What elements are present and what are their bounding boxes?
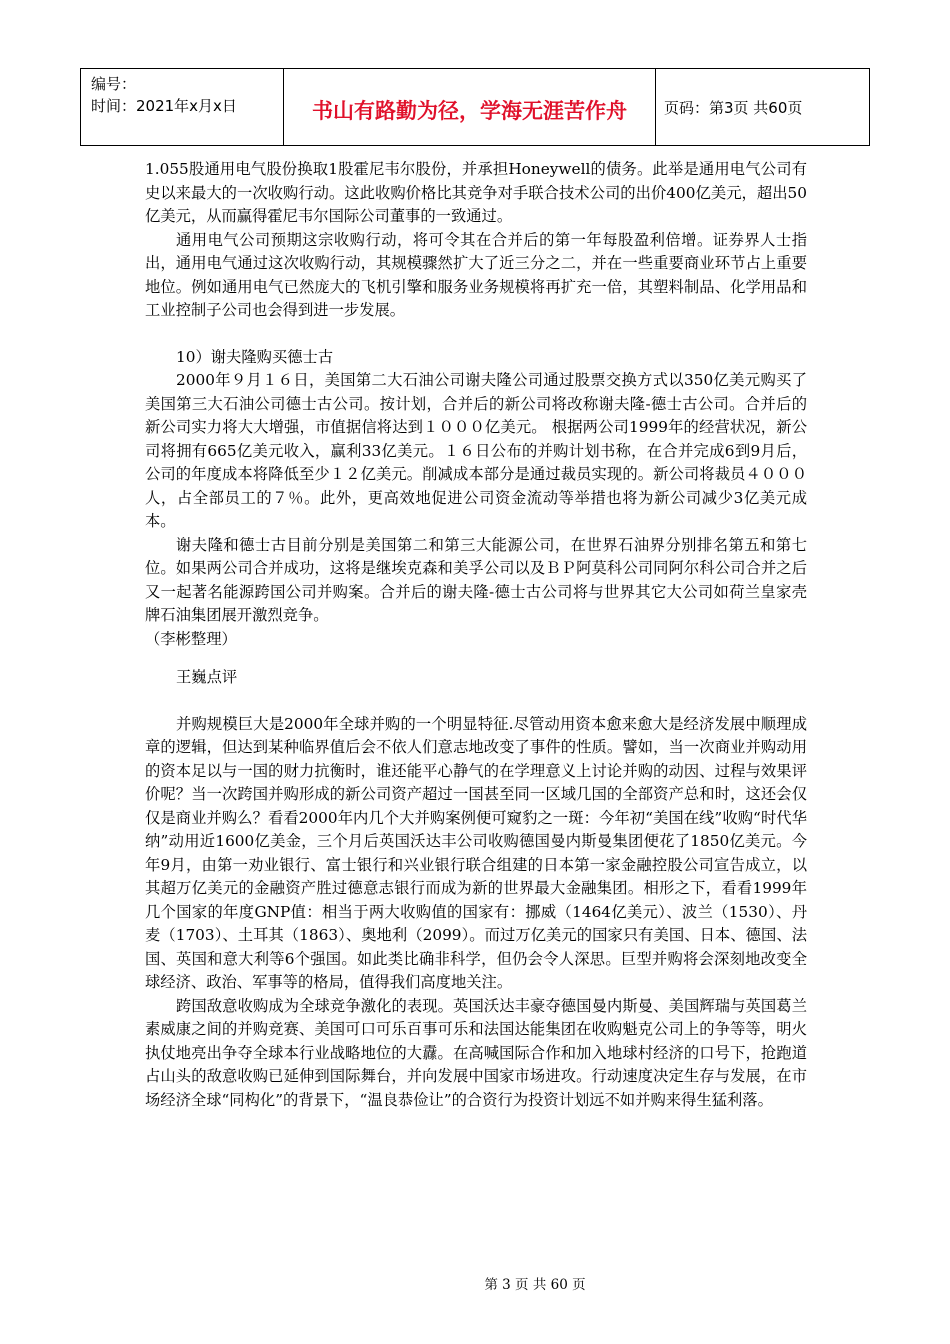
paragraph-6: 跨国敌意收购成为全球竞争激化的表现。英国沃达丰豪夺德国曼内斯曼、美国辉瑞与英国葛兰素威康之间的并购竞赛、美国可口可乐百事可乐和法国达能集团在收购魁克公司上的争等等，明火执仗地亮出争夺全球本行业战略地位的大纛。在高喊国际合作和加入地球村经济的口号下，抢跑道占山头的敌意收购已延伸到国际舞台，并向发展中国家市场进攻。行动速度决定生存与发展，在市场经济全球“同构化”的背景下，“温良恭俭让”的合资行为投资计划远不如并购来得生猛利落。 <box>145 996 807 1109</box>
paragraph-5: 并购规模巨大是2000年全球并购的一个明显特征.尽管动用资本愈来愈大是经济发展中顺理成章的逻辑，但达到某种临界值后会不依人们意志地改变了事件的性质。譬如，当一次商业并购动用的资本足以与一国的财力抗衡时，谁还能平心静气的在学理意义上讨论并购的动因、过程与效果评价呢？当一次跨国并购形成的新公司资产超过一国甚至同一区域几国的全部资产总和时，这还会仅仅是商业并购么？看看2000年内几个大并购案例便可窥豹之一斑：今年初“美国在线”收购“时代华纳”动用近1600亿美金，三个月后英国沃达丰公司收购德国曼内斯曼集团便花了1850亿美元。今年9月，由第一劝业银行、富士银行和兴业银行联合组建的日本第一家金融控股公司宣告成立，以其超万亿美元的金融资产胜过德意志银行而成为新的世界最大金融集团。相形之下，看看1999年几个国家的年度GNP值：相当于两大收购值的国家有：挪威（1464亿美元）、波兰（1530）、丹麦（1703）、土耳其（1863）、奥地利（2099）。而过万亿美元的国家只有美国、日本、德国、法国、英国和意大利等6个强国。如此类比确非科学，但仍会令人深思。巨型并购将会深刻地改变全球经济、政治、军事等的格局，值得我们高度地关注。 <box>145 714 807 991</box>
page-footer: 第 3 页 共 60 页 <box>484 1277 586 1293</box>
spacer <box>145 690 807 713</box>
header-meta <box>81 69 284 145</box>
spacer <box>145 651 807 666</box>
paragraph-3: 2000年９月１６日，美国第二大石油公司谢夫隆公司通过股票交换方式以350亿美元购买了美国第三大石油公司德士古公司。按计划，合并后的新公司将改称谢夫隆-德士古公司。合并后的新公司实力将大大增强，市值据信将达到１０００亿美元。 根据两公司1999年的经营状况，新公司将拥有665亿美元收入，赢利33亿美元。１６日公布的并购计划书称，在合并完成6到9月后，公司的年度成本将降低至少１２亿美元。削减成本部分是通过裁员实现的。新公司将裁员４０００人，占全部员工的７％。此外，更高效地促进公司资金流动等举措也将为新公司减少3亿美元成本。 <box>145 371 807 530</box>
paragraph-2: 通用电气公司预期这宗收购行动，将可令其在合并后的第一年每股盈利倍增。证券界人士指出，通用电气通过这次收购行动，其规模骤然扩大了近三分之二，并在一些重要商业环节占上重要地位。例如通用电气已然庞大的飞机引擎和服务业务规模将再扩充一倍，其塑料制品、化学用品和工业控制子公司也会得到进一步发展。 <box>145 230 807 319</box>
page-header <box>80 68 870 146</box>
spacer <box>145 323 807 346</box>
document-number-label: 编号： <box>91 75 137 93</box>
comment-title: 王巍点评 <box>176 668 238 686</box>
header-page-info: 页码：第3页 共60页 <box>664 98 803 117</box>
paragraph-4: 谢夫隆和德士古目前分别是美国第二和第三大能源公司，在世界石油界分别排名第五和第七位。如果两公司合并成功，这将是继埃克森和美孚公司以及ＢＰ阿莫科公司同阿尔科公司合并之后又一起著名能源跨国公司并购案。合并后的谢夫隆-德士古公司将与世界其它大公司如荷兰皇家壳牌石油集团展开激烈竞争。 <box>145 535 807 624</box>
paragraph-1: 1.055股通用电气股份换取1股霍尼韦尔股份，并承担Honeywell的债务。此举是通用电气公司有史以来最大的一次收购行动。这此收购价格比其竞争对手联合技术公司的出价400亿美元，超出50亿美元，从而赢得霍尼韦尔国际公司董事的一致通过。 <box>145 160 807 225</box>
document-time-label: 时间：2021年x月x日 <box>91 97 237 115</box>
section-10-title: 10）谢夫隆购买德士古 <box>176 347 334 366</box>
editor-note: （李彬整理） <box>145 629 237 648</box>
header-motto: 书山有路勤为径，学海无涯苦作舟 <box>284 69 656 145</box>
document-body <box>145 158 807 1112</box>
